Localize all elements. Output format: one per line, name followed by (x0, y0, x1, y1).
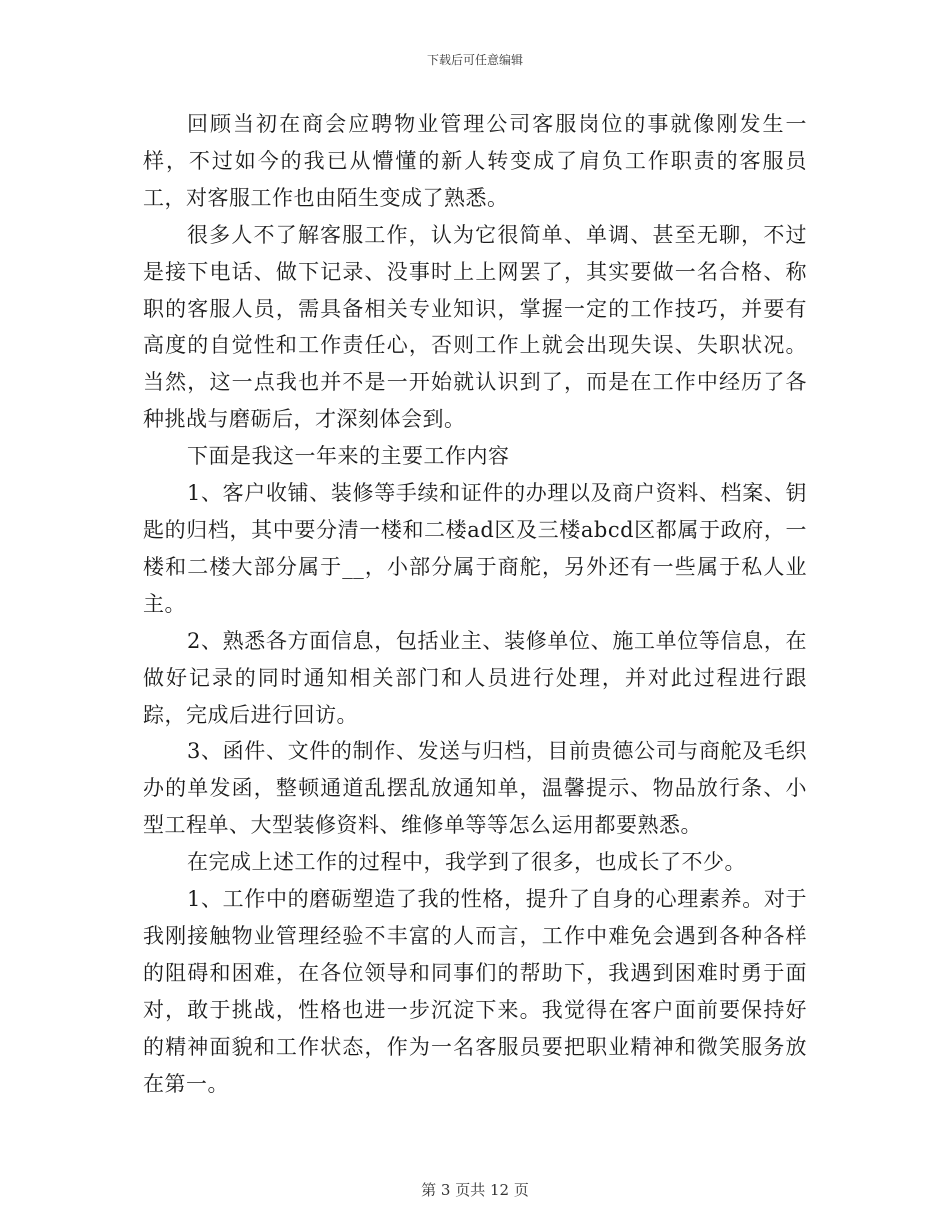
paragraph-learning-intro: 在完成上述工作的过程中，我学到了很多，也成长了不少。 (187, 850, 746, 875)
paragraph-review: 回顾当初在商会应聘物业管理公司客服岗位的事就像刚发生一样，不过如今的我已从懵懂的新人转变成了肩负工作职责的客服员工，对客服工作也由陌生变成了熟悉。 (143, 112, 807, 210)
document-body (143, 106, 807, 1102)
paragraph-work-intro: 下面是我这一年来的主要工作内容 (187, 444, 510, 469)
paragraph-work-item-3: 3、函件、文件的制作、发送与归档，目前贵德公司与商舵及毛织办的单发函，整顿通道乱摆乱放通知单，温馨提示、物品放行条、小型工程单、大型装修资料、维修单等等怎么运用都要熟悉。 (143, 739, 807, 838)
paragraph-misconception: 很多人不了解客服工作，认为它很简单、单调、甚至无聊，不过是接下电话、做下记录、没事时上上网罢了，其实要做一名合格、称职的客服人员，需具备相关专业知识，掌握一定的工作技巧，并要有高度的自觉性和工作责任心，否则工作上就会出现失误、失职状况。当然，这一点我也并不是一开始就认识到了，而是在工作中经历了各种挑战与磨砺后，才深刻体会到。 (143, 222, 807, 432)
paragraph-work-item-1: 1、客户收铺、装修等手续和证件的办理以及商户资料、档案、钥匙的归档，其中要分清一楼和二楼ad区及三楼abcd区都属于政府，一楼和二楼大部分属于__，小部分属于商舵，另外还有一些属于私人业主。 (143, 481, 807, 616)
paragraph-learning-item-1: 1、工作中的磨砺塑造了我的性格，提升了自身的心理素养。对于我刚接触物业管理经验不丰富的人而言，工作中难免会遇到各种各样的阻碍和困难，在各位领导和同事们的帮助下，我遇到困难时勇于面对，敢于挑战，性格也进一步沉淀下来。我觉得在客户面前要保持好的精神面貌和工作状态，作为一名客服员要把职业精神和微笑服务放在第一。 (143, 887, 807, 1096)
paragraph-work-item-2: 2、熟悉各方面信息，包括业主、装修单位、施工单位等信息，在做好记录的同时通知相关部门和人员进行处理，并对此过程进行跟踪，完成后进行回访。 (143, 628, 807, 727)
page-number: 第 3 页共 12 页 (421, 1181, 529, 1199)
page-header-note: 下载后可任意编辑 (426, 53, 523, 67)
